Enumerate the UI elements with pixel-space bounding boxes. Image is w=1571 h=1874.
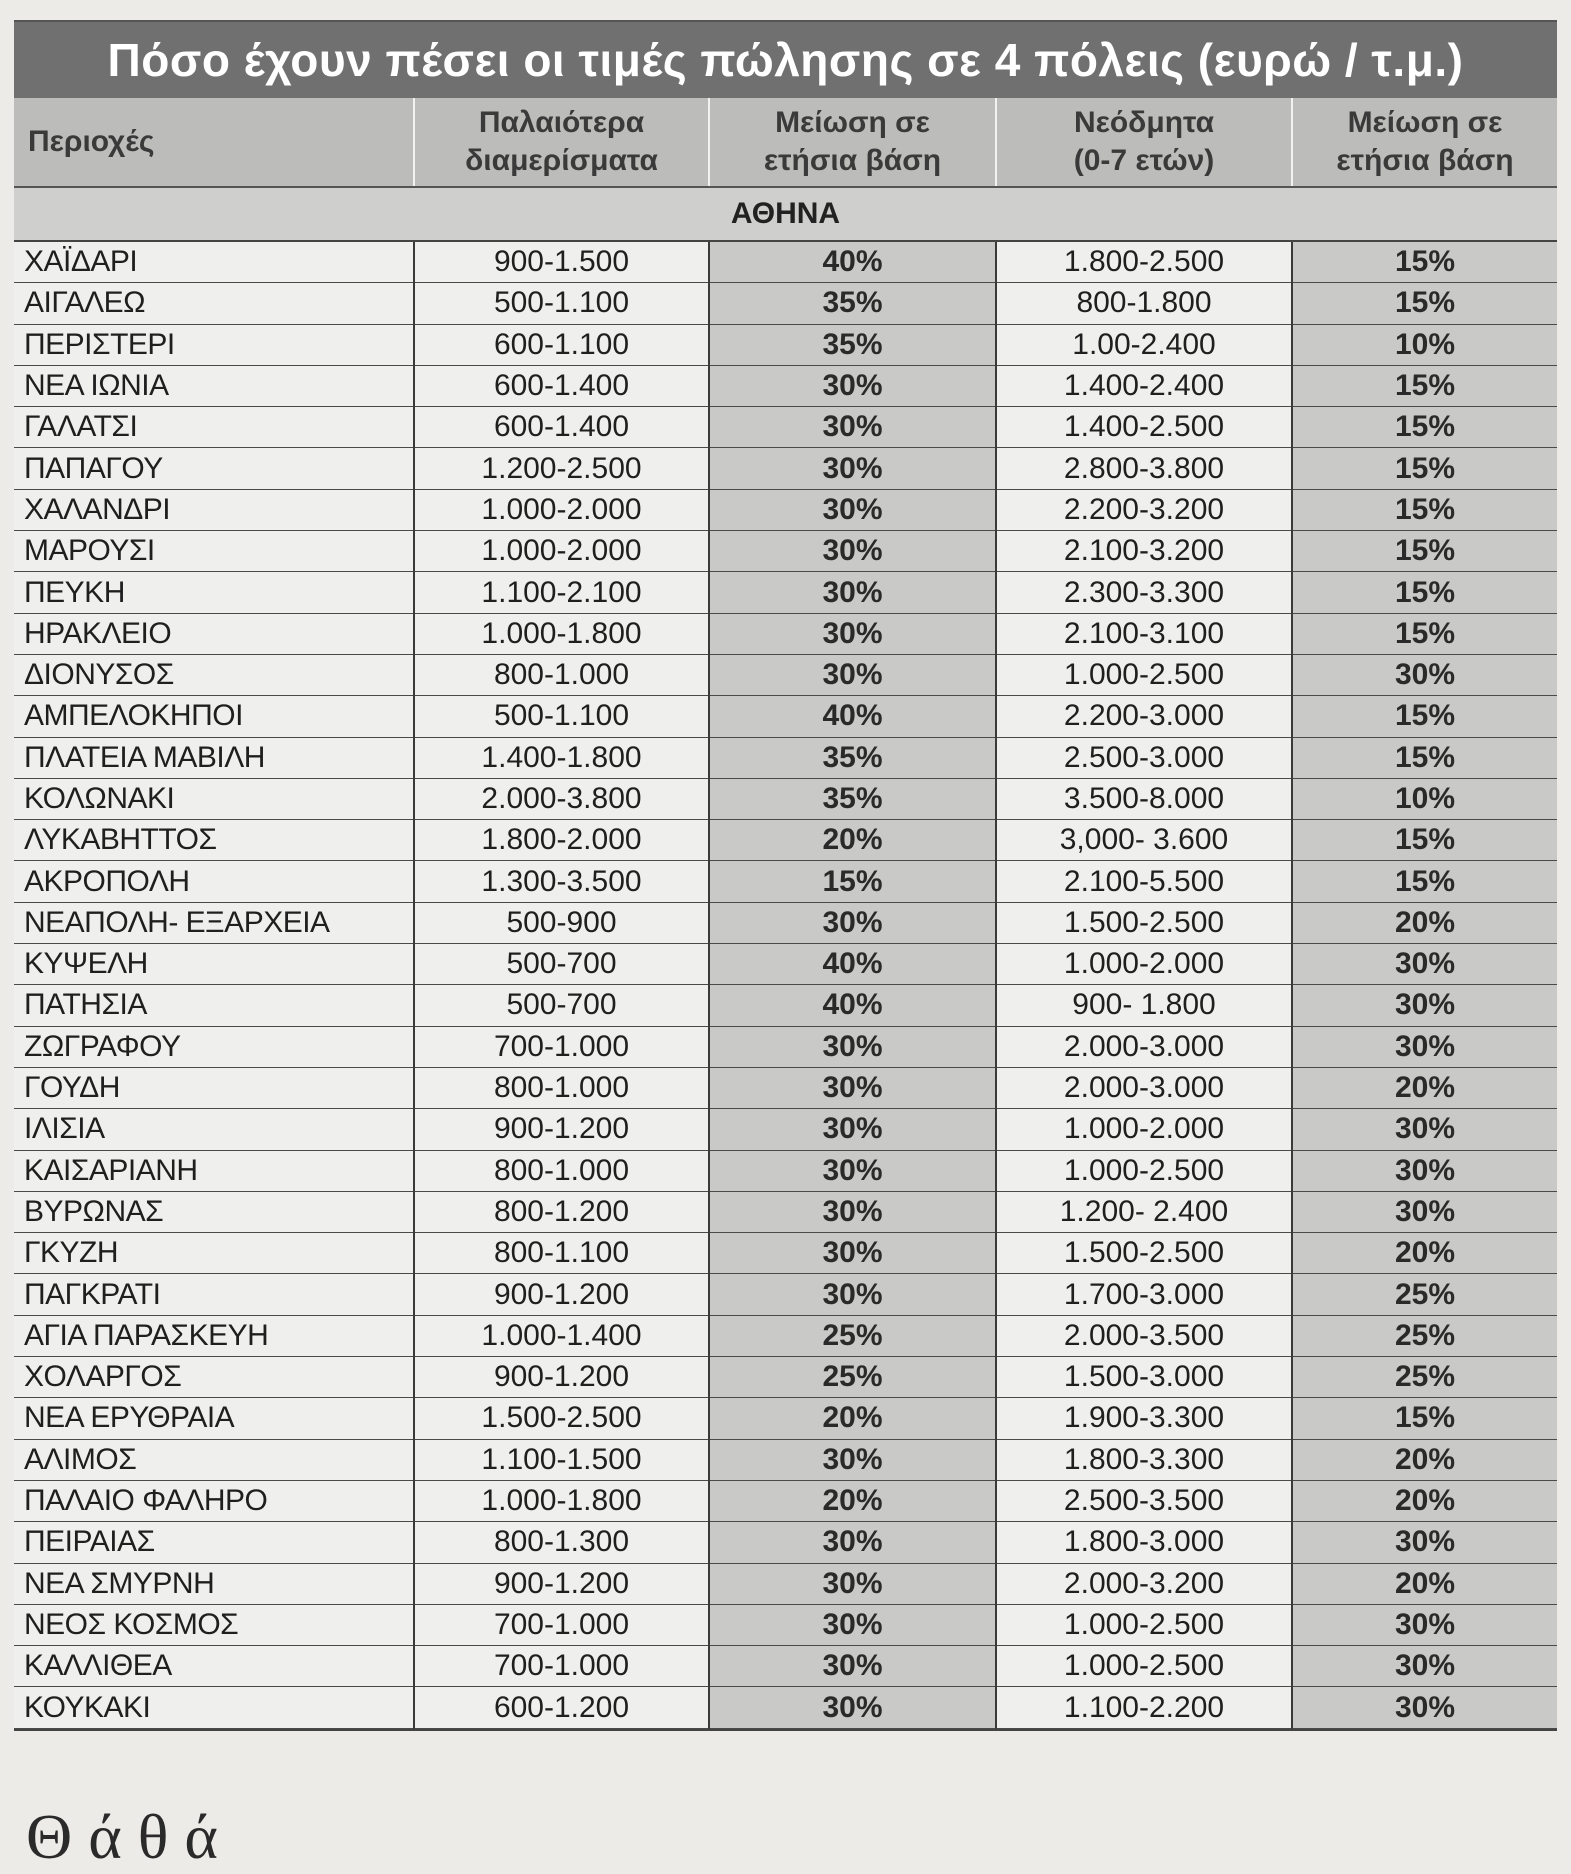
- older-price-cell: 600-1.400: [414, 365, 709, 406]
- older-drop-cell: 30%: [709, 654, 996, 695]
- new-price-cell: 1.00-2.400: [996, 324, 1292, 365]
- new-price-cell: 900- 1.800: [996, 985, 1292, 1026]
- new-price-cell: 1.500-2.500: [996, 1233, 1292, 1274]
- older-price-cell: 600-1.100: [414, 324, 709, 365]
- new-price-cell: 1.100-2.200: [996, 1687, 1292, 1728]
- header-row: [14, 98, 1557, 187]
- older-drop-cell: 15%: [709, 861, 996, 902]
- area-cell: ΑΜΠΕΛΟΚΗΠΟΙ: [14, 696, 414, 737]
- older-drop-cell: 30%: [709, 531, 996, 572]
- new-price-cell: 1.800-3.000: [996, 1522, 1292, 1563]
- older-price-cell: 1.100-2.100: [414, 572, 709, 613]
- header-new: Νεόδμητα (0-7 ετών): [996, 98, 1292, 187]
- new-drop-cell: 15%: [1292, 572, 1557, 613]
- new-drop-cell: 20%: [1292, 1067, 1557, 1108]
- area-cell: ΗΡΑΚΛΕΙΟ: [14, 613, 414, 654]
- area-cell: ΠΑΠΑΓΟΥ: [14, 448, 414, 489]
- new-drop-cell: 15%: [1292, 820, 1557, 861]
- older-drop-cell: 30%: [709, 613, 996, 654]
- older-price-cell: 900-1.500: [414, 241, 709, 283]
- new-drop-cell: 15%: [1292, 283, 1557, 324]
- area-cell: ΚΥΨΕΛΗ: [14, 944, 414, 985]
- area-cell: ΝΕΑ ΙΩΝΙΑ: [14, 365, 414, 406]
- new-drop-cell: 30%: [1292, 1109, 1557, 1150]
- area-cell: ΓΑΛΑΤΣΙ: [14, 407, 414, 448]
- area-cell: ΝΕΑΠΟΛΗ- ΕΞΑΡΧΕΙΑ: [14, 902, 414, 943]
- older-price-cell: 800-1.100: [414, 1233, 709, 1274]
- table-row: [14, 902, 1557, 943]
- section-label: ΑΘΗΝΑ: [14, 187, 1557, 241]
- table-row: [14, 1604, 1557, 1645]
- older-price-cell: 500-700: [414, 944, 709, 985]
- new-price-cell: 2.000-3.000: [996, 1067, 1292, 1108]
- area-cell: ΠΛΑΤΕΙΑ ΜΑΒΙΛΗ: [14, 737, 414, 778]
- older-drop-cell: 30%: [709, 572, 996, 613]
- new-drop-cell: 15%: [1292, 241, 1557, 283]
- new-drop-cell: 20%: [1292, 1439, 1557, 1480]
- older-drop-cell: 30%: [709, 902, 996, 943]
- new-price-cell: 2.000-3.200: [996, 1563, 1292, 1604]
- area-cell: ΝΕΟΣ ΚΟΣΜΟΣ: [14, 1604, 414, 1645]
- older-drop-cell: 30%: [709, 1150, 996, 1191]
- table-bottom-rule: [14, 1729, 1557, 1731]
- area-cell: ΜΑΡΟΥΣΙ: [14, 531, 414, 572]
- area-cell: ΖΩΓΡΑΦΟΥ: [14, 1026, 414, 1067]
- new-drop-cell: 20%: [1292, 902, 1557, 943]
- new-drop-cell: 15%: [1292, 613, 1557, 654]
- new-price-cell: 2.300-3.300: [996, 572, 1292, 613]
- older-drop-cell: 30%: [709, 489, 996, 530]
- table-row: [14, 1687, 1557, 1728]
- older-price-cell: 700-1.000: [414, 1026, 709, 1067]
- older-drop-cell: 30%: [709, 1026, 996, 1067]
- older-price-cell: 900-1.200: [414, 1109, 709, 1150]
- older-price-cell: 1.300-3.500: [414, 861, 709, 902]
- area-cell: ΠΕΡΙΣΤΕΡΙ: [14, 324, 414, 365]
- older-drop-cell: 35%: [709, 324, 996, 365]
- new-price-cell: 2.200-3.000: [996, 696, 1292, 737]
- new-drop-cell: 20%: [1292, 1233, 1557, 1274]
- older-price-cell: 1.000-2.000: [414, 489, 709, 530]
- older-drop-cell: 30%: [709, 448, 996, 489]
- table-row: [14, 407, 1557, 448]
- header-area: Περιοχές: [14, 98, 414, 187]
- new-price-cell: 1.500-2.500: [996, 902, 1292, 943]
- older-price-cell: 800-1.200: [414, 1191, 709, 1232]
- table-row: [14, 737, 1557, 778]
- area-cell: ΠΑΓΚΡΑΤΙ: [14, 1274, 414, 1315]
- older-price-cell: 900-1.200: [414, 1563, 709, 1604]
- new-drop-cell: 20%: [1292, 1480, 1557, 1521]
- older-price-cell: 600-1.200: [414, 1687, 709, 1728]
- new-price-cell: 1.800-2.500: [996, 241, 1292, 283]
- table-row: [14, 365, 1557, 406]
- area-cell: ΝΕΑ ΕΡΥΘΡΑΙΑ: [14, 1398, 414, 1439]
- area-cell: ΑΛΙΜΟΣ: [14, 1439, 414, 1480]
- new-price-cell: 2.100-3.200: [996, 531, 1292, 572]
- table-row: [14, 1522, 1557, 1563]
- older-drop-cell: 20%: [709, 1398, 996, 1439]
- area-cell: ΒΥΡΩΝΑΣ: [14, 1191, 414, 1232]
- area-cell: ΧΟΛΑΡΓΟΣ: [14, 1357, 414, 1398]
- area-cell: ΠΑΛΑΙΟ ΦΑΛΗΡΟ: [14, 1480, 414, 1521]
- new-drop-cell: 15%: [1292, 696, 1557, 737]
- older-price-cell: 900-1.200: [414, 1357, 709, 1398]
- older-price-cell: 1.200-2.500: [414, 448, 709, 489]
- older-price-cell: 800-1.000: [414, 1067, 709, 1108]
- table-row: [14, 861, 1557, 902]
- older-drop-cell: 30%: [709, 1646, 996, 1687]
- new-price-cell: 2.200-3.200: [996, 489, 1292, 530]
- older-drop-cell: 20%: [709, 820, 996, 861]
- table-row: [14, 1026, 1557, 1067]
- new-price-cell: 3,000- 3.600: [996, 820, 1292, 861]
- new-price-cell: 2.100-3.100: [996, 613, 1292, 654]
- older-price-cell: 1.400-1.800: [414, 737, 709, 778]
- table-row: [14, 1315, 1557, 1356]
- table-row: [14, 572, 1557, 613]
- older-price-cell: 900-1.200: [414, 1274, 709, 1315]
- older-drop-cell: 25%: [709, 1315, 996, 1356]
- new-price-cell: 2.800-3.800: [996, 448, 1292, 489]
- area-cell: ΑΙΓΑΛΕΩ: [14, 283, 414, 324]
- area-cell: ΚΑΛΛΙΘΕΑ: [14, 1646, 414, 1687]
- table-row: [14, 1563, 1557, 1604]
- new-drop-cell: 15%: [1292, 407, 1557, 448]
- new-drop-cell: 30%: [1292, 1026, 1557, 1067]
- next-article-heading: Θ ά θ ά: [26, 1801, 218, 1872]
- new-price-cell: 2.500-3.500: [996, 1480, 1292, 1521]
- older-price-cell: 1.100-1.500: [414, 1439, 709, 1480]
- header-new-drop: Μείωση σε ετήσια βάση: [1292, 98, 1557, 187]
- new-drop-cell: 25%: [1292, 1315, 1557, 1356]
- new-drop-cell: 30%: [1292, 1150, 1557, 1191]
- new-drop-cell: 15%: [1292, 1398, 1557, 1439]
- table-title: Πόσο έχουν πέσει οι τιμές πώλησης σε 4 πόλεις (ευρώ / τ.μ.): [14, 20, 1557, 98]
- older-drop-cell: 40%: [709, 696, 996, 737]
- area-cell: ΚΑΙΣΑΡΙΑΝΗ: [14, 1150, 414, 1191]
- area-cell: ΑΚΡΟΠΟΛΗ: [14, 861, 414, 902]
- table-row: [14, 531, 1557, 572]
- older-price-cell: 1.500-2.500: [414, 1398, 709, 1439]
- table-row: [14, 654, 1557, 695]
- older-drop-cell: 30%: [709, 1563, 996, 1604]
- new-drop-cell: 20%: [1292, 1563, 1557, 1604]
- table-row: [14, 778, 1557, 819]
- table-row: [14, 241, 1557, 283]
- older-price-cell: 800-1.000: [414, 654, 709, 695]
- table-row: [14, 696, 1557, 737]
- older-drop-cell: 40%: [709, 241, 996, 283]
- new-price-cell: 800-1.800: [996, 283, 1292, 324]
- older-drop-cell: 35%: [709, 778, 996, 819]
- new-price-cell: 1.000-2.000: [996, 944, 1292, 985]
- new-price-cell: 1.400-2.400: [996, 365, 1292, 406]
- area-cell: ΚΟΥΚΑΚΙ: [14, 1687, 414, 1728]
- new-price-cell: 2.000-3.000: [996, 1026, 1292, 1067]
- older-drop-cell: 30%: [709, 1604, 996, 1645]
- older-price-cell: 1.000-1.800: [414, 613, 709, 654]
- new-drop-cell: 30%: [1292, 654, 1557, 695]
- table-row: [14, 1480, 1557, 1521]
- area-cell: ΓΚΥΖΗ: [14, 1233, 414, 1274]
- new-price-cell: 3.500-8.000: [996, 778, 1292, 819]
- new-drop-cell: 30%: [1292, 985, 1557, 1026]
- older-drop-cell: 35%: [709, 737, 996, 778]
- area-cell: ΧΑΪΔΑΡΙ: [14, 241, 414, 283]
- table-row: [14, 448, 1557, 489]
- new-price-cell: 1.400-2.500: [996, 407, 1292, 448]
- table-row: [14, 324, 1557, 365]
- table-row: [14, 1191, 1557, 1232]
- older-price-cell: 600-1.400: [414, 407, 709, 448]
- area-cell: ΑΓΙΑ ΠΑΡΑΣΚΕΥΗ: [14, 1315, 414, 1356]
- older-drop-cell: 30%: [709, 1109, 996, 1150]
- older-drop-cell: 30%: [709, 1191, 996, 1232]
- new-drop-cell: 30%: [1292, 1522, 1557, 1563]
- new-price-cell: 1.000-2.500: [996, 1150, 1292, 1191]
- price-table-article: [14, 20, 1557, 1731]
- table-row: [14, 283, 1557, 324]
- table-row: [14, 489, 1557, 530]
- new-drop-cell: 15%: [1292, 531, 1557, 572]
- new-price-cell: 1.700-3.000: [996, 1274, 1292, 1315]
- new-drop-cell: 15%: [1292, 737, 1557, 778]
- area-cell: ΠΑΤΗΣΙΑ: [14, 985, 414, 1026]
- older-drop-cell: 40%: [709, 985, 996, 1026]
- area-cell: ΙΛΙΣΙΑ: [14, 1109, 414, 1150]
- older-drop-cell: 20%: [709, 1480, 996, 1521]
- new-drop-cell: 30%: [1292, 1604, 1557, 1645]
- older-price-cell: 1.000-1.800: [414, 1480, 709, 1521]
- older-price-cell: 500-1.100: [414, 696, 709, 737]
- older-drop-cell: 30%: [709, 1439, 996, 1480]
- older-price-cell: 800-1.000: [414, 1150, 709, 1191]
- area-cell: ΧΑΛΑΝΔΡΙ: [14, 489, 414, 530]
- table-row: [14, 944, 1557, 985]
- older-price-cell: 1.000-2.000: [414, 531, 709, 572]
- table-row: [14, 1398, 1557, 1439]
- new-drop-cell: 30%: [1292, 1646, 1557, 1687]
- area-cell: ΠΕΙΡΑΙΑΣ: [14, 1522, 414, 1563]
- older-drop-cell: 30%: [709, 407, 996, 448]
- older-drop-cell: 30%: [709, 1687, 996, 1728]
- table-row: [14, 985, 1557, 1026]
- table-row: [14, 1233, 1557, 1274]
- area-cell: ΛΥΚΑΒΗΤΤΟΣ: [14, 820, 414, 861]
- older-drop-cell: 40%: [709, 944, 996, 985]
- area-cell: ΠΕΥΚΗ: [14, 572, 414, 613]
- older-price-cell: 800-1.300: [414, 1522, 709, 1563]
- new-drop-cell: 30%: [1292, 1191, 1557, 1232]
- new-price-cell: 1.000-2.500: [996, 1646, 1292, 1687]
- table-row: [14, 1646, 1557, 1687]
- older-drop-cell: 30%: [709, 1233, 996, 1274]
- new-price-cell: 1.000-2.000: [996, 1109, 1292, 1150]
- area-cell: ΓΟΥΔΗ: [14, 1067, 414, 1108]
- new-drop-cell: 10%: [1292, 324, 1557, 365]
- older-price-cell: 700-1.000: [414, 1646, 709, 1687]
- price-table: [14, 98, 1557, 1729]
- older-price-cell: 1.000-1.400: [414, 1315, 709, 1356]
- area-cell: ΚΟΛΩΝΑΚΙ: [14, 778, 414, 819]
- area-cell: ΔΙΟΝΥΣΟΣ: [14, 654, 414, 695]
- new-price-cell: 1.200- 2.400: [996, 1191, 1292, 1232]
- new-price-cell: 2.500-3.000: [996, 737, 1292, 778]
- older-drop-cell: 30%: [709, 365, 996, 406]
- older-price-cell: 500-900: [414, 902, 709, 943]
- older-drop-cell: 30%: [709, 1522, 996, 1563]
- new-drop-cell: 15%: [1292, 365, 1557, 406]
- table-row: [14, 1150, 1557, 1191]
- older-price-cell: 700-1.000: [414, 1604, 709, 1645]
- older-drop-cell: 30%: [709, 1274, 996, 1315]
- new-price-cell: 1.000-2.500: [996, 1604, 1292, 1645]
- new-drop-cell: 15%: [1292, 448, 1557, 489]
- new-drop-cell: 30%: [1292, 944, 1557, 985]
- new-price-cell: 2.100-5.500: [996, 861, 1292, 902]
- header-older: Παλαιότερα διαμερίσματα: [414, 98, 709, 187]
- older-price-cell: 500-700: [414, 985, 709, 1026]
- older-drop-cell: 35%: [709, 283, 996, 324]
- new-price-cell: 1.000-2.500: [996, 654, 1292, 695]
- new-drop-cell: 25%: [1292, 1357, 1557, 1398]
- new-drop-cell: 15%: [1292, 489, 1557, 530]
- older-price-cell: 1.800-2.000: [414, 820, 709, 861]
- new-price-cell: 1.500-3.000: [996, 1357, 1292, 1398]
- table-row: [14, 1357, 1557, 1398]
- new-drop-cell: 15%: [1292, 861, 1557, 902]
- area-cell: ΝΕΑ ΣΜΥΡΝΗ: [14, 1563, 414, 1604]
- new-drop-cell: 30%: [1292, 1687, 1557, 1728]
- older-drop-cell: 25%: [709, 1357, 996, 1398]
- new-drop-cell: 25%: [1292, 1274, 1557, 1315]
- new-drop-cell: 10%: [1292, 778, 1557, 819]
- header-older-drop: Μείωση σε ετήσια βάση: [709, 98, 996, 187]
- new-price-cell: 2.000-3.500: [996, 1315, 1292, 1356]
- table-row: [14, 1067, 1557, 1108]
- table-row: [14, 1109, 1557, 1150]
- older-price-cell: 2.000-3.800: [414, 778, 709, 819]
- section-row: [14, 187, 1557, 241]
- older-price-cell: 500-1.100: [414, 283, 709, 324]
- table-row: [14, 820, 1557, 861]
- new-price-cell: 1.800-3.300: [996, 1439, 1292, 1480]
- older-drop-cell: 30%: [709, 1067, 996, 1108]
- table-row: [14, 613, 1557, 654]
- new-price-cell: 1.900-3.300: [996, 1398, 1292, 1439]
- table-row: [14, 1274, 1557, 1315]
- table-row: [14, 1439, 1557, 1480]
